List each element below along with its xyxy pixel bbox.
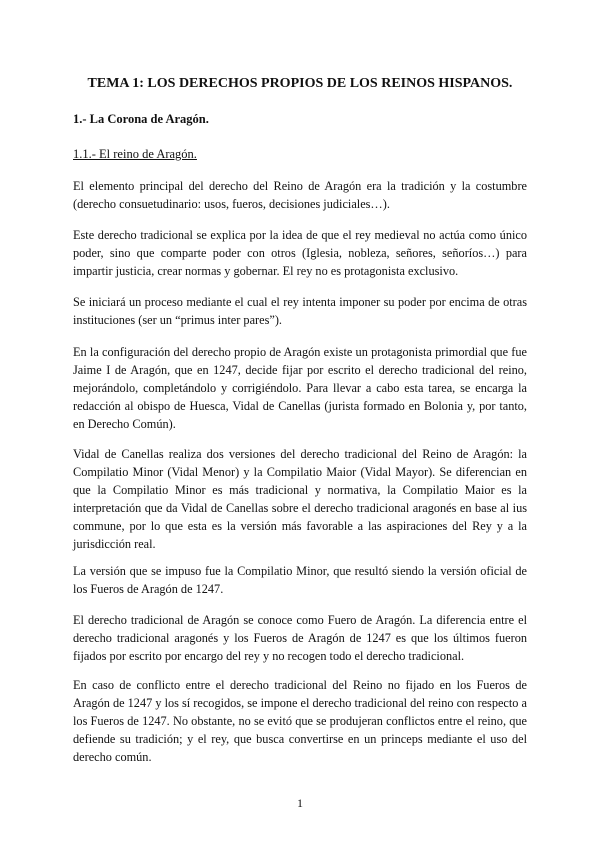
paragraph: Vidal de Canellas realiza dos versiones del derecho tradicional del Reino de Aragón: la Compilatio Minor (Vidal Menor) y la Compilatio Maior (Vidal Mayor). Se diferencian en que la Compilatio Minor es más tradicional y normativa, la Compilatio Maior es la interpretación que da Vidal de Canellas sobre el derecho tradicional aragonés en base al ius commune, por lo que esta es la versión más favorable a las aspiraciones del Rey y a la jurisdicción real. — [73, 447, 527, 551]
document-page — [73, 0, 527, 848]
section-heading: 1.- La Corona de Aragón. — [73, 112, 209, 126]
paragraph: El elemento principal del derecho del Reino de Aragón era la tradición y la costumbre (derecho consuetudinario: usos, fueros, decisiones judiciales…). — [73, 179, 527, 211]
paragraph: Se iniciará un proceso mediante el cual el rey intenta imponer su poder por encima de otras instituciones (ser un “primus inter pares”). — [73, 295, 527, 327]
subsection-heading: 1.1.- El reino de Aragón. — [73, 147, 197, 161]
document-title: TEMA 1: LOS DERECHOS PROPIOS DE LOS REINOS HISPANOS. — [87, 76, 513, 91]
paragraph: La versión que se impuso fue la Compilatio Minor, que resultó siendo la versión oficial de los Fueros de Aragón de 1247. — [73, 564, 527, 596]
paragraph: Este derecho tradicional se explica por la idea de que el rey medieval no actúa como único poder, sino que comparte poder con otros (Iglesia, nobleza, señores, señoríos…) para impartir justicia, crear normas y gobernar. El rey no es protagonista exclusivo. — [73, 228, 527, 278]
paragraph: El derecho tradicional de Aragón se conoce como Fuero de Aragón. La diferencia entre el derecho tradicional aragonés y los Fueros de Aragón de 1247 es que los últimos fueron fijados por escrito por encargo del rey y no recogen todo el derecho tradicional. — [73, 613, 527, 663]
paragraph: En la configuración del derecho propio de Aragón existe un protagonista primordial que fue Jaime I de Aragón, que en 1247, decide fijar por escrito el derecho tradicional del reino, mejorándolo, completándolo y corrigiéndolo. Para llevar a cabo esta tarea, se encarga la redacción al obispo de Huesca, Vidal de Canellas (jurista formado en Bolonia y, por tanto, en Derecho Común). — [73, 345, 527, 431]
page-number: 1 — [297, 796, 303, 810]
paragraph: En caso de conflicto entre el derecho tradicional del Reino no fijado en los Fueros de Aragón de 1247 y los sí recogidos, se impone el derecho tradicional del reino con respecto a los Fueros de 1247. No obstante, no se evitó que se produjeran conflictos entre el reino, que defiende su tradición; y el rey, que busca convertirse en un princeps mediante el uso del derecho común. — [73, 678, 527, 764]
